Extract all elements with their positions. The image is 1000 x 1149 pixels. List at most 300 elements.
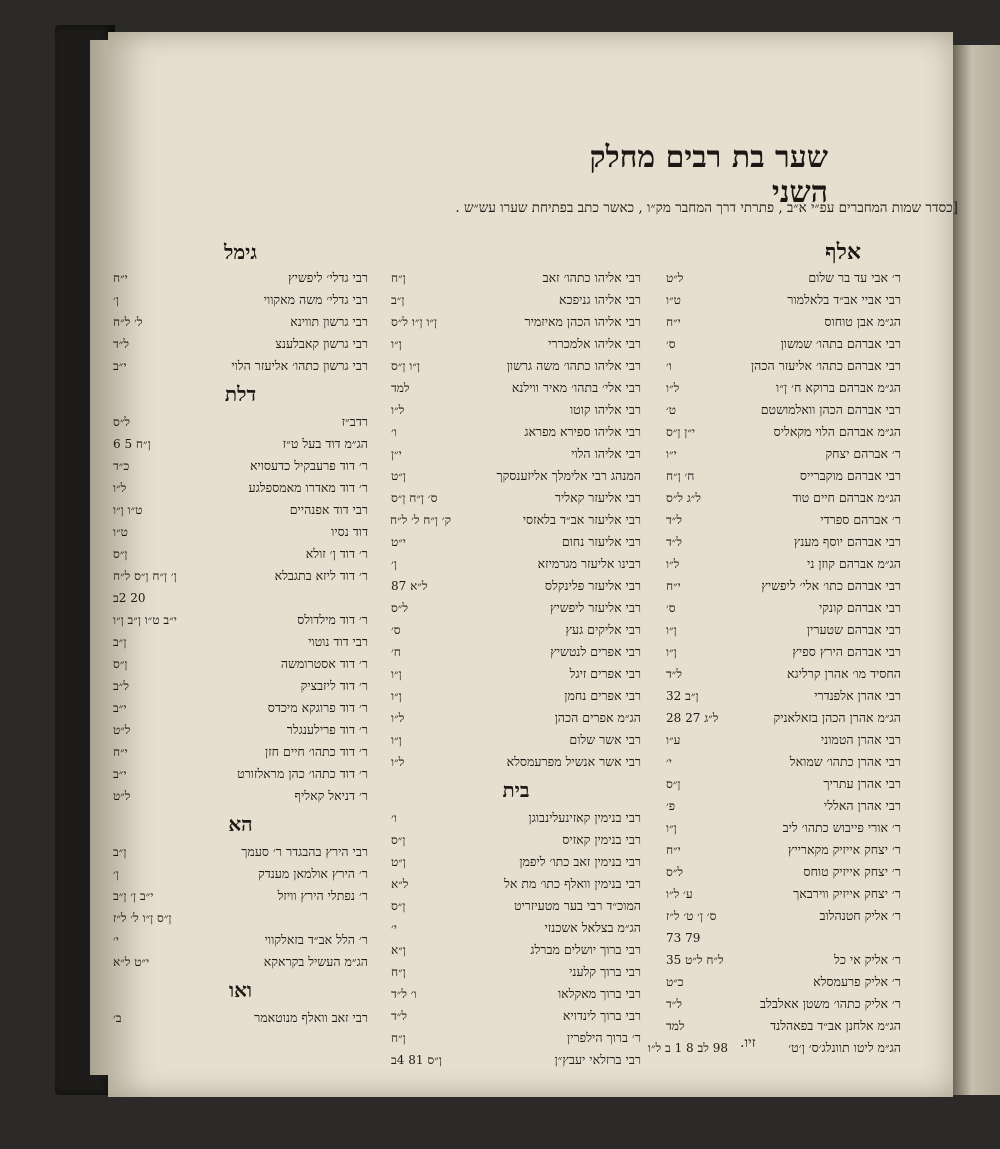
index-entry — [391, 575, 641, 597]
entry-reference: ט״ו ן״ו — [113, 503, 143, 517]
index-entry — [666, 465, 901, 487]
section-heading: ואו — [228, 978, 253, 1002]
entry-reference: ו׳ — [391, 811, 397, 825]
index-entry — [666, 267, 901, 289]
entry-name — [191, 587, 368, 609]
entry-reference: ל״ד — [666, 667, 682, 681]
entry-reference: ל״ד — [113, 337, 129, 351]
entry-name: המוכ״ד רבי בער מטעיזריט — [513, 898, 641, 913]
entry-reference: ן״ב 32 — [666, 689, 699, 703]
entry-name: רדב״ז — [341, 414, 368, 429]
entry-name: ר׳ יצחק אייזיק ווירבאך — [793, 886, 901, 901]
entry-name: רבי אהרן אלפנדרי — [814, 688, 901, 703]
index-entry — [666, 729, 901, 751]
index-entry — [391, 939, 641, 961]
entry-reference: ל׳ ל״ח — [113, 315, 143, 329]
index-entry — [391, 509, 641, 531]
index-entry — [391, 917, 641, 939]
entry-name: ר׳ הירץ אולמאן מענדק — [258, 866, 368, 881]
index-entry — [391, 961, 641, 983]
index-entry — [391, 1027, 641, 1049]
entry-reference: ל״ס — [113, 415, 130, 429]
entry-reference: ו׳ — [666, 359, 672, 373]
entry-reference: י״ב — [113, 701, 127, 715]
index-entry — [113, 763, 368, 785]
entry-reference: ל״ס — [666, 865, 683, 879]
entry-reference: ן״ס — [113, 547, 128, 561]
entry-name: רבי אפרים נחמן — [564, 688, 641, 703]
entry-reference: ל״א — [391, 877, 409, 891]
index-entry — [666, 443, 901, 465]
entry-name: רבי אברהם הירץ ספיץ — [792, 644, 901, 659]
index-column-left — [113, 237, 368, 1029]
entry-name: רבי אביי אב״ד בלאלמור — [787, 292, 901, 307]
index-entry — [391, 829, 641, 851]
entry-name: רבי ברזלאי יעבץ״ן — [554, 1052, 641, 1067]
entry-reference: ן׳ — [391, 557, 397, 571]
entry-name: רבי אפרים זיגל — [569, 666, 641, 681]
entry-reference: ן״ס — [113, 657, 128, 671]
index-entry — [666, 399, 901, 421]
entry-name: רבי אברהם כתהו׳ אליעזר הכהן — [751, 358, 901, 373]
entry-reference: ל״ו — [113, 481, 127, 495]
entry-name: רבי אליעזר קאליר — [554, 490, 641, 505]
entry-reference: ל״ט — [113, 723, 131, 737]
index-entry — [391, 851, 641, 873]
entry-name: רבי גדלי׳ משה מאקווי — [263, 292, 368, 307]
next-page-edge — [953, 45, 1000, 1095]
entry-reference: ל״ו — [391, 711, 405, 725]
index-entry — [113, 543, 368, 565]
entry-reference: ל״ו — [391, 755, 405, 769]
entry-reference: ח׳ — [391, 645, 401, 659]
entry-reference: ן״א — [391, 943, 406, 957]
entry-name: רבי אליעזר אב״ד בלאזסי — [522, 512, 641, 527]
index-entry — [113, 565, 368, 587]
index-entry — [666, 597, 901, 619]
entry-name: הג״מ אברהם חיים טוד — [792, 490, 901, 505]
index-entry — [113, 587, 368, 609]
index-entry — [666, 333, 901, 355]
entry-reference: ל״ס — [391, 601, 408, 615]
entry-name: הג״מ אפרים הכהן — [554, 710, 641, 725]
catchword: זיו. — [740, 1035, 756, 1051]
entry-name: המנהג רבי אלימלך אליזענסקך — [496, 468, 641, 483]
entry-name: רבי אליהו כתהו׳ זאב — [542, 270, 641, 285]
entry-name: ר׳ אליק חטנהלוב — [819, 908, 901, 923]
entry-reference: ן״ח — [391, 1031, 406, 1045]
entry-reference: ל״ב — [113, 679, 129, 693]
entry-reference: למד — [391, 381, 410, 395]
index-column-right — [647, 237, 901, 1059]
entry-name: רבי אהרן האללי — [823, 798, 901, 813]
entry-reference: למד — [666, 1019, 685, 1033]
index-entry — [113, 477, 368, 499]
entry-reference: ס׳ — [666, 601, 676, 615]
entry-name: רבי בנימין זאב כתו׳ ליפמן — [519, 854, 641, 869]
entry-reference: ן״ו — [666, 821, 677, 835]
entry-name: רבי אליהו הכהן מאיזמיר — [524, 314, 641, 329]
entry-reference: ק׳ ן״ח ל׳ ל״ח — [389, 513, 451, 527]
index-entry — [391, 685, 641, 707]
index-entry — [113, 433, 368, 455]
entry-reference: י״ב — [113, 359, 127, 373]
entry-name: ר׳ אבי עד בר שלום — [808, 270, 901, 285]
index-entry — [113, 267, 368, 289]
entry-name: רבי בנימין קאזינעלינבוגן — [528, 810, 641, 825]
entry-reference: ן״ס — [666, 777, 681, 791]
index-entry — [113, 785, 368, 807]
entry-name: ר׳ אליק אי כל — [834, 952, 901, 967]
index-entry — [666, 795, 901, 817]
entry-reference: ן״ו ן״ו ל״ס — [391, 315, 438, 329]
entry-name: ר׳ דוד מאדרו מאמספלגע — [248, 480, 368, 495]
entry-reference: ן״ב — [113, 845, 127, 859]
index-entry — [666, 817, 901, 839]
entry-name: רבי גרשון קאבלענצ — [275, 336, 368, 351]
entry-name: רבי אליהו קוטו — [569, 402, 641, 417]
entry-reference: י״ן — [391, 447, 402, 461]
index-entry — [113, 333, 368, 355]
entry-name: ר׳ ברוך הילפרין — [567, 1030, 641, 1045]
index-entry — [666, 355, 901, 377]
index-entry — [391, 443, 641, 465]
entry-reference: י״ב — [113, 767, 127, 781]
entry-reference: ן״ח — [391, 965, 406, 979]
entry-reference: ט״ו — [113, 525, 128, 539]
section-heading: בית — [502, 778, 530, 802]
entry-reference: ן״ס — [391, 833, 406, 847]
index-entry — [666, 509, 901, 531]
entry-reference: ן״ו — [666, 623, 677, 637]
index-entry — [113, 841, 368, 863]
index-entry — [391, 729, 641, 751]
index-entry — [647, 1037, 901, 1059]
entry-reference: י״ח — [666, 579, 681, 593]
entry-reference: ל״ו — [391, 403, 405, 417]
entry-name: רבי אשר שלום — [569, 732, 641, 747]
index-entry — [391, 311, 641, 333]
entry-name: ר׳ אברהם ספרדי — [820, 512, 901, 527]
entry-name: רבי זאב וואלף מנוטאמר — [254, 1010, 368, 1025]
index-entry — [666, 685, 901, 707]
index-entry — [113, 311, 368, 333]
index-entry — [391, 465, 641, 487]
index-entry — [113, 741, 368, 763]
entry-name: ר׳ אליק כתהו׳ משטן אאלבלב — [760, 996, 901, 1011]
index-entry — [113, 697, 368, 719]
entry-name: רבי אשר אנשיל מפרעמסלא — [506, 754, 641, 769]
entry-reference: ס׳ ן״ח ן״ס — [391, 491, 438, 505]
index-entry — [666, 663, 901, 685]
index-entry — [113, 653, 368, 675]
entry-reference: כ״ט — [666, 975, 684, 989]
entry-reference: ל״ח ל״ט 35 — [666, 953, 724, 967]
entry-name: רבי בנימין קאזיס — [562, 832, 641, 847]
entry-reference: ן״ו — [666, 645, 677, 659]
index-entry — [391, 553, 641, 575]
index-entry — [666, 861, 901, 883]
entry-reference: ן״ו — [391, 337, 402, 351]
entry-reference: 98 לב 8 1 ב ל״ו — [647, 1041, 728, 1055]
index-entry — [113, 719, 368, 741]
entry-reference: ע׳ ל״ו — [666, 887, 693, 901]
entry-name: רבי אברהם הכהן וואלמושטם — [760, 402, 901, 417]
entry-reference: ח׳ ן״ח — [666, 469, 695, 483]
index-entry — [113, 455, 368, 477]
entry-name: הג״מ דוד בעל ט״ז — [282, 436, 368, 451]
entry-reference: ן״ס 81 4ב — [391, 1053, 442, 1067]
entry-name: רבי אליעזר פלינקלס — [544, 578, 641, 593]
entry-reference: ן״ס — [391, 899, 406, 913]
index-entry — [666, 1015, 901, 1037]
entry-reference: ל״א 87 — [391, 579, 428, 593]
index-entry — [666, 927, 901, 949]
entry-name: רבי אברהם קונקי — [819, 600, 901, 615]
index-entry — [391, 873, 641, 895]
entry-reference: ס׳ — [666, 337, 676, 351]
entry-name: רבי אברהם שטערין — [806, 622, 901, 637]
entry-reference: כ״ד — [113, 459, 130, 473]
entry-name: רבי אהרן הטמוני — [820, 732, 901, 747]
index-entry — [391, 641, 641, 663]
index-entry — [113, 411, 368, 433]
entry-name: רבי גרשון כתהו׳ אליעזר הלוי — [231, 358, 368, 373]
entry-name: הג״מ אהרן הכהן בזאלאניק — [773, 710, 901, 725]
index-entry — [391, 707, 641, 729]
index-entry — [666, 971, 901, 993]
entry-reference: ב׳ — [113, 1011, 122, 1025]
index-entry — [666, 311, 901, 333]
entry-reference: ו׳ ל״ד — [391, 987, 417, 1001]
entry-name — [736, 927, 901, 949]
entry-reference: 20 2ב — [113, 591, 146, 605]
entry-reference: ן״ו ן״ס — [391, 359, 420, 373]
entry-reference: י״ב ט״ו ן״ב ן״ו — [113, 613, 177, 627]
entry-name: רבי אליעזר נחום — [561, 534, 641, 549]
entry-reference: י״ח — [113, 271, 128, 285]
index-entry — [391, 895, 641, 917]
index-entry — [666, 949, 901, 971]
entry-name: רבי אברהם כתו׳ אלי׳ ליפשיץ — [761, 578, 901, 593]
entry-name: ר׳ הלל אב״ד בזאלקווי — [264, 932, 368, 947]
section-heading: דלת — [224, 382, 257, 406]
index-entry — [391, 487, 641, 509]
entry-reference: י״ח — [666, 315, 681, 329]
entry-reference: ו׳ — [391, 425, 397, 439]
entry-reference: ן״ט — [391, 469, 406, 483]
index-entry — [113, 631, 368, 653]
entry-name: ר׳ אברהם יצחק — [825, 446, 901, 461]
entry-reference: ע״ו — [666, 733, 681, 747]
entry-reference: ל״ד — [666, 535, 682, 549]
entry-name: ר׳ דוד כתהו׳ חיים חזן — [265, 744, 368, 759]
entry-reference: י״ח — [113, 745, 128, 759]
entry-reference: ן״ט — [391, 855, 406, 869]
entry-reference: ן״ס ן״ו ל׳ ל״ז — [113, 911, 172, 925]
entry-reference: י׳ — [113, 933, 119, 947]
index-entry — [391, 355, 641, 377]
section-heading: הא — [228, 812, 253, 836]
entry-reference: ן״ו — [391, 689, 402, 703]
entry-reference: ן״ו — [391, 667, 402, 681]
entry-name: רבי ברוך קלעני — [569, 964, 641, 979]
entry-reference: י״ן ן״ס — [666, 425, 696, 439]
section-heading: אלף — [825, 239, 861, 265]
entry-name: הג״מ העשיל בקראקא — [263, 954, 368, 969]
entry-reference: י״ט — [391, 535, 406, 549]
entry-name: הג״מ אבן טוחוס — [824, 314, 901, 329]
entry-name: ר׳ דוד אסטרומשה — [280, 656, 368, 671]
entry-name: רבי בנימין וואלף כתו׳ מת אל — [504, 876, 641, 891]
entry-name: הג״מ אברהם ברוקא ח׳ ן״ו — [776, 380, 901, 395]
index-entry — [666, 883, 901, 905]
index-entry — [666, 641, 901, 663]
index-entry — [113, 885, 368, 907]
entry-reference: פ׳ — [666, 799, 676, 813]
index-entry — [391, 531, 641, 553]
entry-name: הג״מ ליטו תוונלג׳ס׳ ן׳ט׳ — [788, 1040, 901, 1055]
index-column-middle — [391, 237, 641, 1071]
entry-reference: ן״ח 5 6 — [113, 437, 151, 451]
index-entry — [391, 663, 641, 685]
entry-reference: ל״ט — [666, 271, 684, 285]
index-entry — [113, 289, 368, 311]
page-subtitle: [כסדר שמות המחברים עפ״י א״ב , פתרתי דרך המחבר מק״ו , כאשר כתב בפתיחת שערו עש״ש . — [455, 200, 958, 216]
index-entry — [666, 707, 901, 729]
index-entry — [113, 521, 368, 543]
section-heading: גימל — [223, 240, 258, 264]
entry-name: רבי גדלי׳ ליפשיץ — [288, 270, 368, 285]
entry-name: רבי אפרים לנטשיץ — [550, 644, 641, 659]
index-entry — [113, 863, 368, 885]
entry-name: ר׳ יצחק אייזיק טוחס — [803, 864, 901, 879]
entry-name — [191, 907, 368, 929]
index-entry — [391, 1049, 641, 1071]
entry-name: רבי ברוך לינדויא — [562, 1008, 641, 1023]
entry-name: רבי דוד נוטוי — [308, 634, 368, 649]
entry-name: רבינו אליעזר מגרמיזא — [537, 556, 641, 571]
entry-reference: י׳ — [391, 921, 397, 935]
entry-name: רבי אהרן עתריך — [823, 776, 901, 791]
entry-name: רבי אליהו כתהו׳ משה גרשון — [506, 358, 641, 373]
entry-name: רבי אליהו גניפכא — [558, 292, 641, 307]
entry-name: רבי אליהו ספירא מפראג — [524, 424, 641, 439]
entry-reference: ס׳ ן׳ ט׳ ל״ז — [666, 909, 717, 923]
entry-reference: ט׳ — [666, 403, 677, 417]
index-entry — [391, 751, 641, 773]
entry-name: רבי גרשון תווינא — [290, 314, 368, 329]
entry-name: ר׳ דוד פרילענגלר — [286, 722, 368, 737]
index-entry — [113, 1007, 368, 1029]
entry-reference: י״ב ן׳ ן״ב — [113, 889, 154, 903]
entry-name: רבי אברהם מוקברייס — [799, 468, 901, 483]
column-spacer — [391, 237, 641, 267]
entry-name: הג״מ אלחנן אב״ד בפאהלנד — [770, 1018, 901, 1033]
entry-reference: ן״ב — [391, 293, 405, 307]
entry-reference: י״ח — [666, 843, 681, 857]
index-entry — [666, 487, 901, 509]
index-entry — [666, 531, 901, 553]
index-entry — [391, 807, 641, 829]
entry-reference: ן׳ — [113, 867, 119, 881]
entry-name: ר׳ דוד ליזבציק — [300, 678, 368, 693]
index-entry — [391, 1005, 641, 1027]
entry-reference: ל״ג 27 28 — [666, 711, 719, 725]
entry-reference: ן״ב — [113, 635, 127, 649]
entry-name: ר׳ נפתלי הירץ וויזל — [277, 888, 368, 903]
index-entry — [391, 597, 641, 619]
index-entry — [391, 377, 641, 399]
index-entry — [666, 905, 901, 927]
entry-name: החסיד מו׳ אהרן קרליגא — [786, 666, 901, 681]
entry-reference: ט״ו — [666, 293, 681, 307]
index-entry — [666, 839, 901, 861]
index-entry — [666, 377, 901, 399]
entry-name: ר׳ אורי פייבוש כתהו׳ ליב — [782, 820, 901, 835]
entry-reference: ן״ו — [391, 733, 402, 747]
entry-reference: 79 73 — [666, 931, 701, 945]
entry-name: ר׳ דוד כתהו׳ כהן מראלזורט — [237, 766, 368, 781]
index-entry — [666, 289, 901, 311]
entry-reference: ל״ט — [113, 789, 131, 803]
index-entry — [666, 421, 901, 443]
entry-name: דוד נסיו — [331, 524, 368, 539]
entry-name: הג״מ אברהם הלוי מקאליס — [773, 424, 901, 439]
entry-name: ר׳ דוד פרוגקא מיכדס — [267, 700, 368, 715]
entry-reference: ל״ו — [666, 557, 680, 571]
index-entry — [666, 553, 901, 575]
entry-name: רבי אברהם בתהו׳ שמשון — [780, 336, 901, 351]
entry-reference: י׳ — [666, 755, 672, 769]
index-entry — [113, 675, 368, 697]
index-entry — [666, 619, 901, 641]
index-entry — [113, 609, 368, 631]
entry-name: רבי הירץ בהבגדר ר׳ סעמך — [241, 844, 368, 859]
index-entry — [666, 993, 901, 1015]
entry-reference: ל״ד — [391, 1009, 407, 1023]
entry-name: ר׳ יצחק אייזיק מקארייץ — [787, 842, 901, 857]
entry-name: רבי אליקים געץ — [565, 622, 641, 637]
entry-reference: ל״ג ל״ס — [666, 491, 701, 505]
entry-name: ר׳ דוד מילדולס — [297, 612, 368, 627]
entry-reference: ל״ד — [666, 513, 682, 527]
index-entry — [113, 499, 368, 521]
entry-name: רבי אברהם יוסף מענץ — [793, 534, 901, 549]
entry-reference: י״ט ל״א — [113, 955, 150, 969]
index-entry — [113, 355, 368, 377]
entry-name: רבי אליהו הלוי — [571, 446, 641, 461]
index-entry — [391, 399, 641, 421]
entry-reference: ן׳ ן״ח ן״ס ל״ח — [113, 569, 177, 583]
entry-reference: ס׳ — [391, 623, 401, 637]
index-entry — [391, 289, 641, 311]
entry-name: רבי ברוך מאקלאו — [557, 986, 641, 1001]
index-entry — [666, 751, 901, 773]
index-entry — [666, 773, 901, 795]
book-page — [108, 32, 958, 1097]
entry-name: רבי אהרן כתהו׳ שמואל — [789, 754, 901, 769]
entry-reference: ן׳ — [113, 293, 119, 307]
entry-reference: ן״ח — [391, 271, 406, 285]
entry-name: ר׳ דוד פרעבקיל כדעסויא — [249, 458, 368, 473]
entry-reference: ל״ו — [666, 381, 680, 395]
entry-name: רבי ברוך יושלים מברלג — [530, 942, 641, 957]
entry-name: ר׳ אליק פרעמסלא — [813, 974, 901, 989]
entry-reference: ל״ד — [666, 997, 682, 1011]
entry-name: ר׳ דוד ן׳ זולא — [305, 546, 368, 561]
entry-name: רבי אלי׳ בתהו׳ מאיר ווילנא — [511, 380, 641, 395]
